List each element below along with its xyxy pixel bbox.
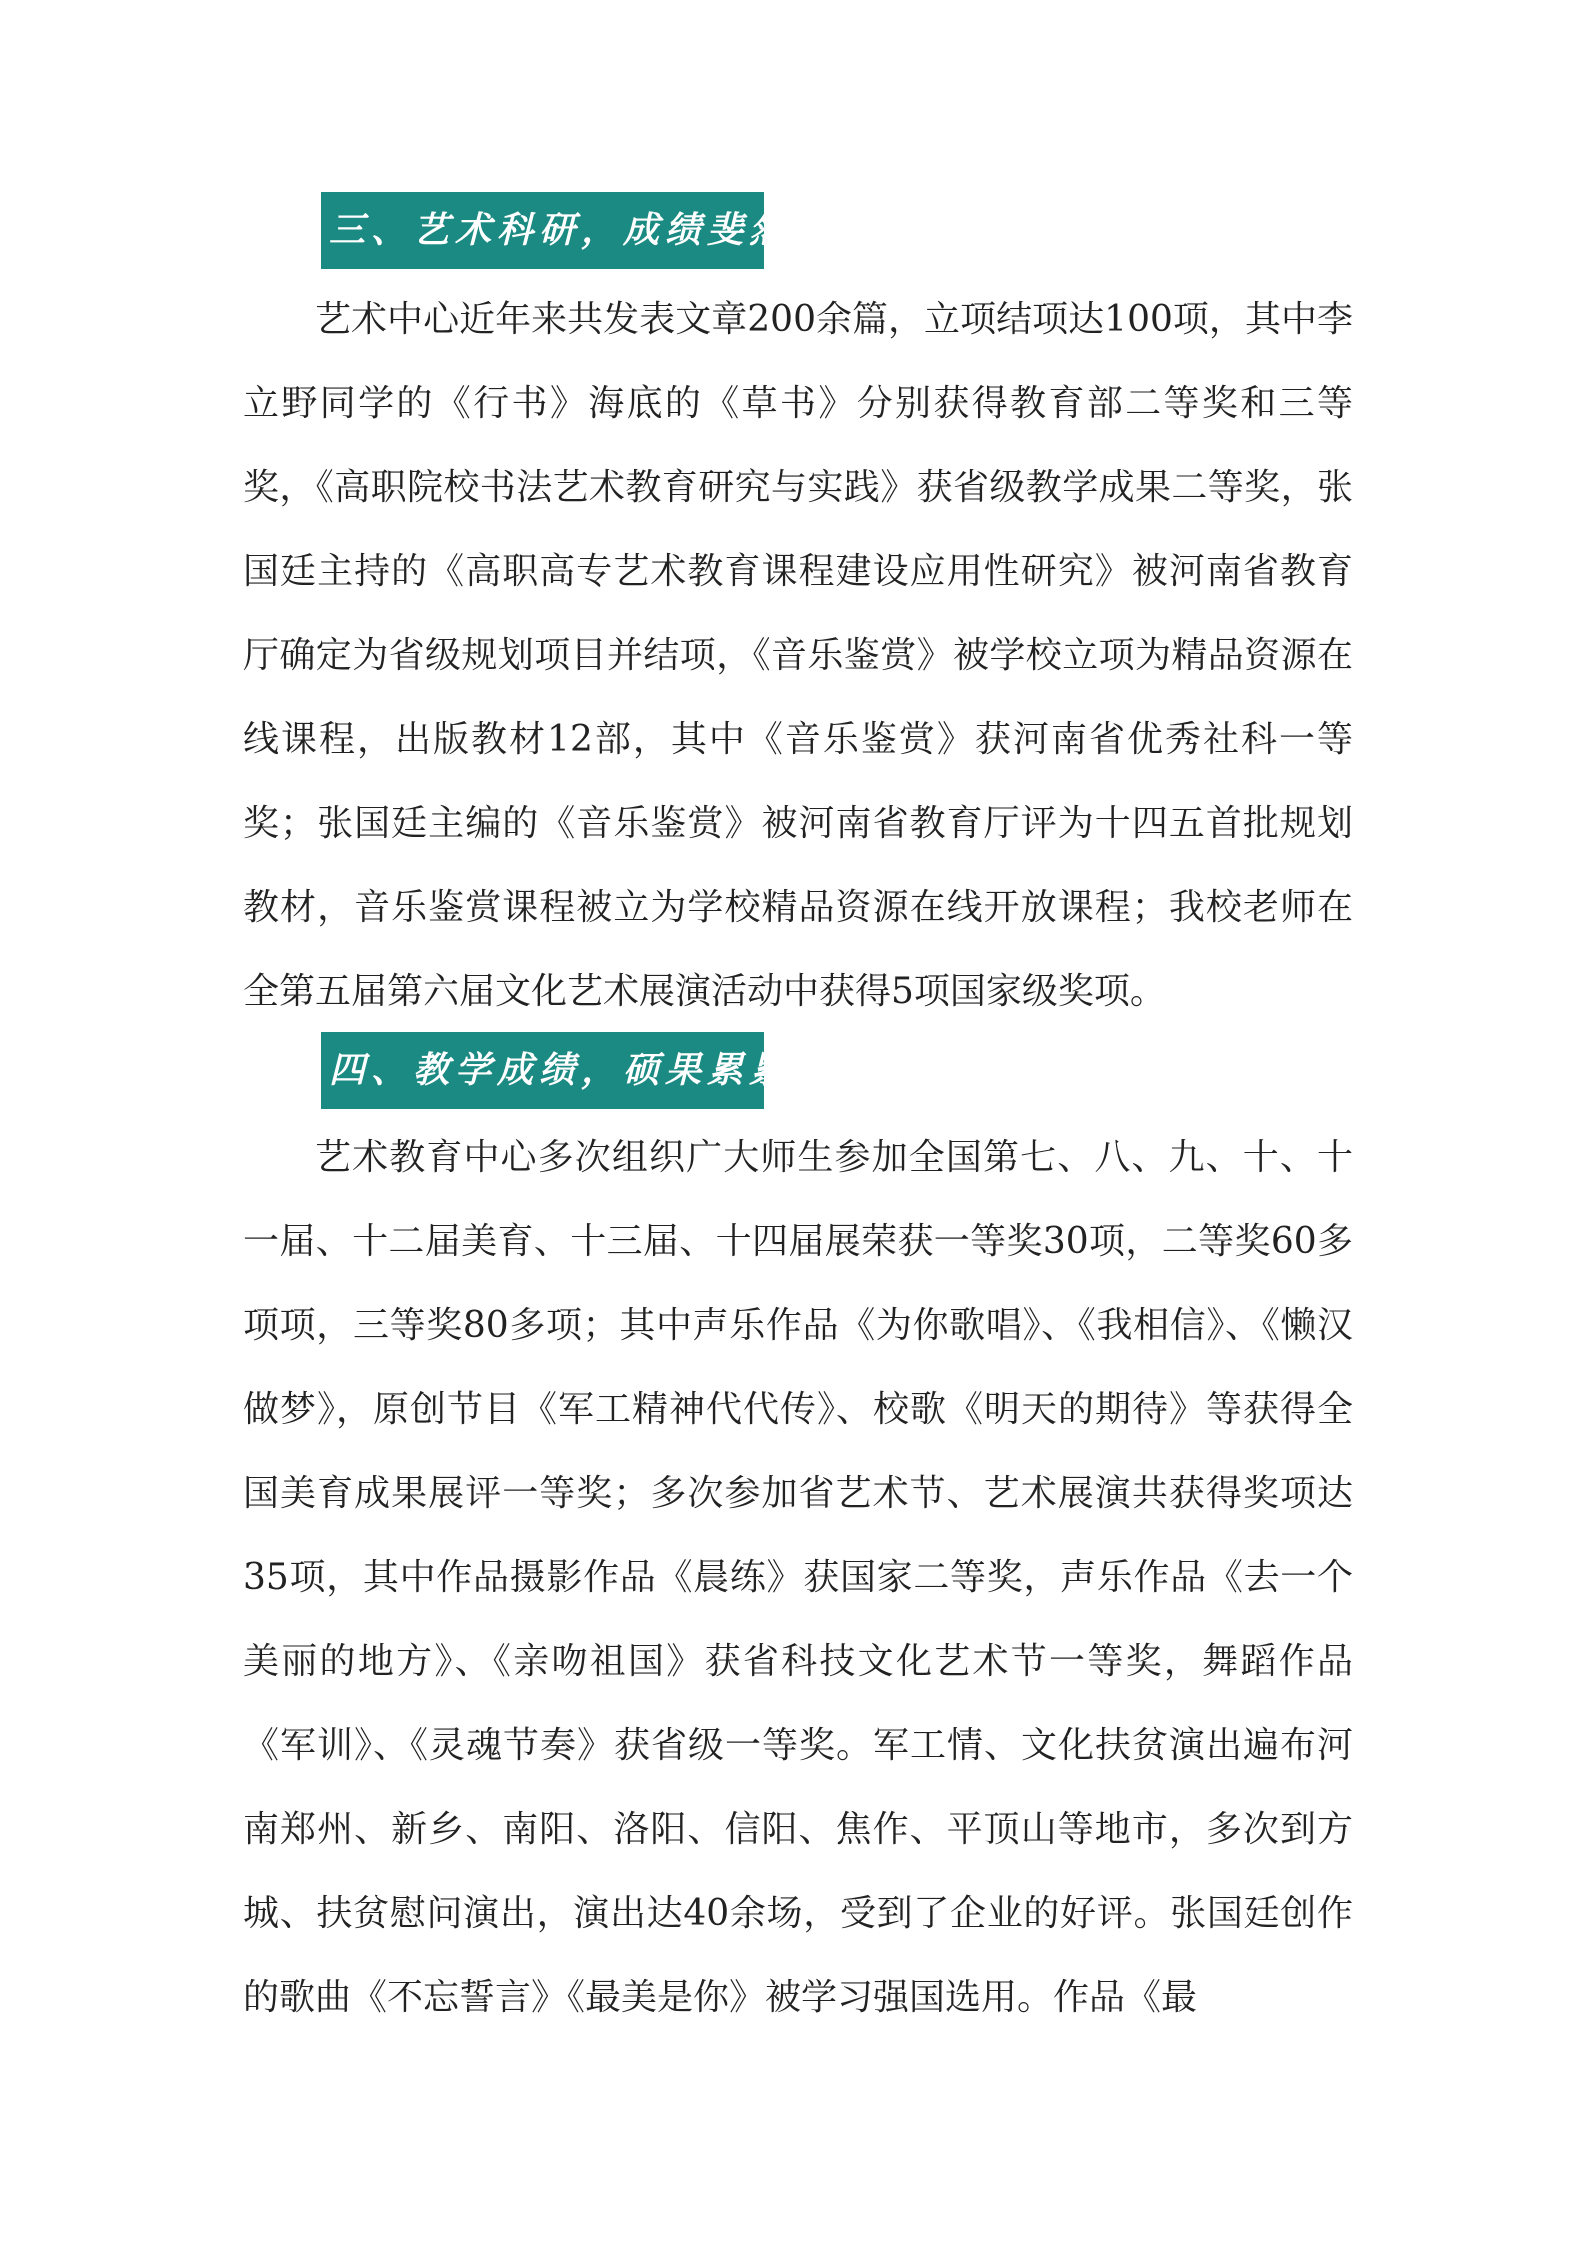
paragraph-art-research: 艺术中心近年来共发表文章200余篇，立项结项达100项，其中李立野同学的《行书》海底的《草书》分别获得教育部二等奖和三等奖，《高职院校书法艺术教育研究与实践》获省级教学成果二等奖，张国廷主持的《高职高专艺术教育课程建设应用性研究》被河南省教育厅确定为省级规划项目并结项，《音乐鉴赏》被学校立项为精品资源在线课程，出版教材12部，其中《音乐鉴赏》获河南省优秀社科一等奖；张国廷主编的《音乐鉴赏》被河南省教育厅评为十四五首批规划教材，音乐鉴赏课程被立为学校精品资源在线开放课程；我校老师在全第五届第六届文化艺术展演活动中获得5项国家级奖项。 — [243, 299, 1353, 1012]
paragraph-teaching-results: 艺术教育中心多次组织广大师生参加全国第七、八、九、十、十一届、十二届美育、十三届、十四届展荣获一等奖30项，二等奖60多项项，三等奖80多项；其中声乐作品《为你歌唱》、《我相信》、《懒汉做梦》，原创节目《军工精神代代传》、校歌《明天的期待》等获得全国美育成果展评一等奖；多次参加省艺术节、艺术展演共获得奖项达35项，其中作品摄影作品《晨练》获国家二等奖，声乐作品《去一个美丽的地方》、《亲吻祖国》获省科技文化艺术节一等奖，舞蹈作品《军训》、《灵魂节奏》获省级一等奖。军工情、文化扶贫演出遍布河南郑州、新乡、南阳、洛阳、信阳、焦作、平顶山等地市，多次到方城、扶贫慰问演出，演出达40余场，受到了企业的好评。张国廷创作的歌曲《不忘誓言》《最美是你》被学习强国选用。作品《最 — [243, 1137, 1353, 2018]
section-heading-teaching-results: 四、教学成绩，硕果累累 — [321, 1032, 764, 1109]
section-heading-art-research: 三、艺术科研，成绩斐然 — [321, 192, 764, 269]
